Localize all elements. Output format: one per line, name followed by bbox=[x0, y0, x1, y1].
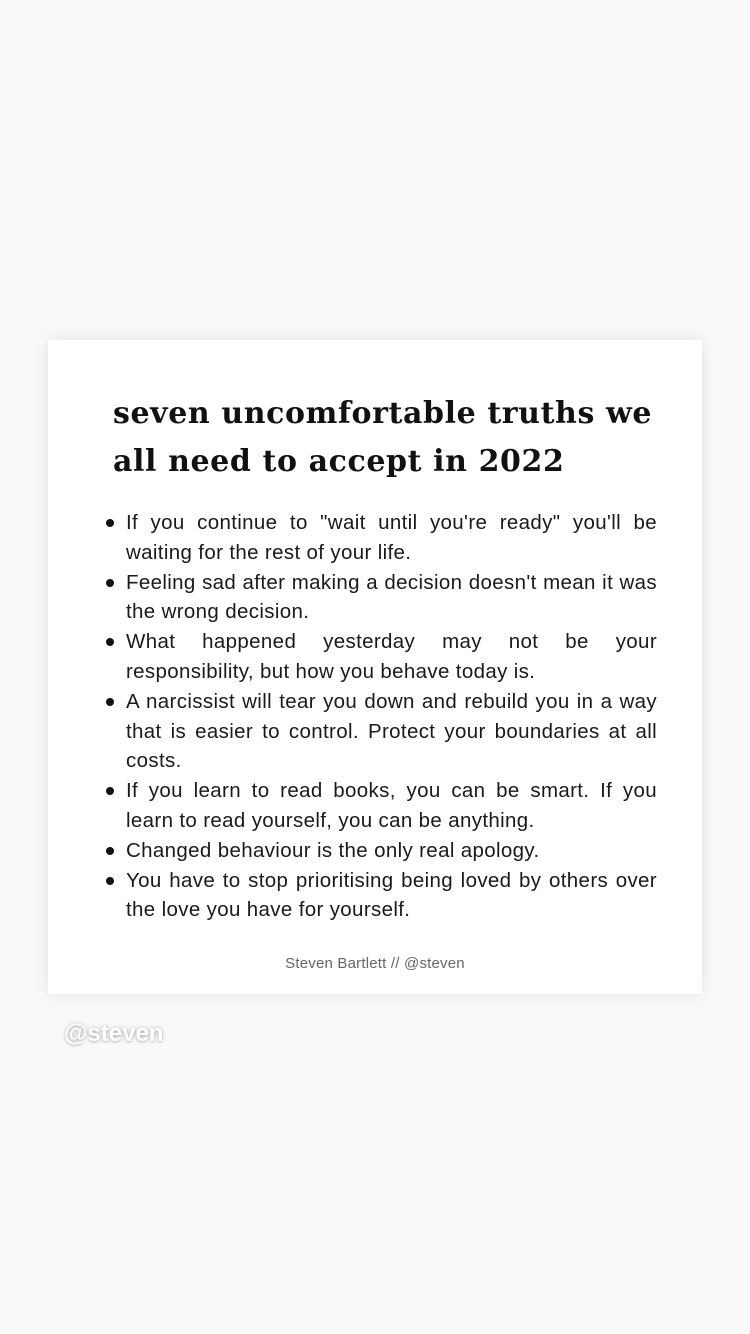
bullet-icon bbox=[106, 877, 114, 885]
post-title: seven uncomfortable truths we all need to accept in 2022 bbox=[113, 396, 653, 479]
bullet-icon bbox=[106, 698, 114, 706]
truth-text: Feeling sad after making a decision doesn't mean it was the wrong decision. bbox=[126, 570, 657, 624]
list-item bbox=[106, 508, 657, 568]
mention-sticker[interactable]: @steven bbox=[64, 1020, 164, 1047]
truth-text: A narcissist will tear you down and rebuild you in a way that is easier to control. Protect your boundaries at all costs. bbox=[126, 689, 657, 773]
bullet-icon bbox=[106, 579, 114, 587]
truth-text: If you continue to "wait until you're ready" you'll be waiting for the rest of your life. bbox=[126, 511, 657, 564]
list-item bbox=[106, 568, 657, 628]
truth-text: What happened yesterday may not be your responsibility, but how you behave today is. bbox=[126, 630, 657, 683]
quote-card bbox=[48, 340, 702, 994]
list-item bbox=[106, 687, 657, 776]
list-item bbox=[106, 836, 657, 866]
bullet-icon bbox=[106, 847, 114, 855]
bullet-icon bbox=[106, 787, 114, 795]
truth-text: Changed behaviour is the only real apology. bbox=[126, 838, 540, 862]
post-attribution: Steven Bartlett // @steven bbox=[285, 955, 465, 972]
bullet-icon bbox=[106, 638, 114, 646]
list-item bbox=[106, 627, 657, 687]
truth-text: If you learn to read books, you can be smart. If you learn to read yourself, you can be anything. bbox=[126, 779, 657, 832]
truths-list bbox=[106, 508, 657, 925]
list-item bbox=[106, 866, 657, 926]
truth-text: You have to stop prioritising being loved by others over the love you have for yourself. bbox=[126, 868, 657, 922]
list-item bbox=[106, 776, 657, 836]
bullet-icon bbox=[106, 519, 114, 527]
